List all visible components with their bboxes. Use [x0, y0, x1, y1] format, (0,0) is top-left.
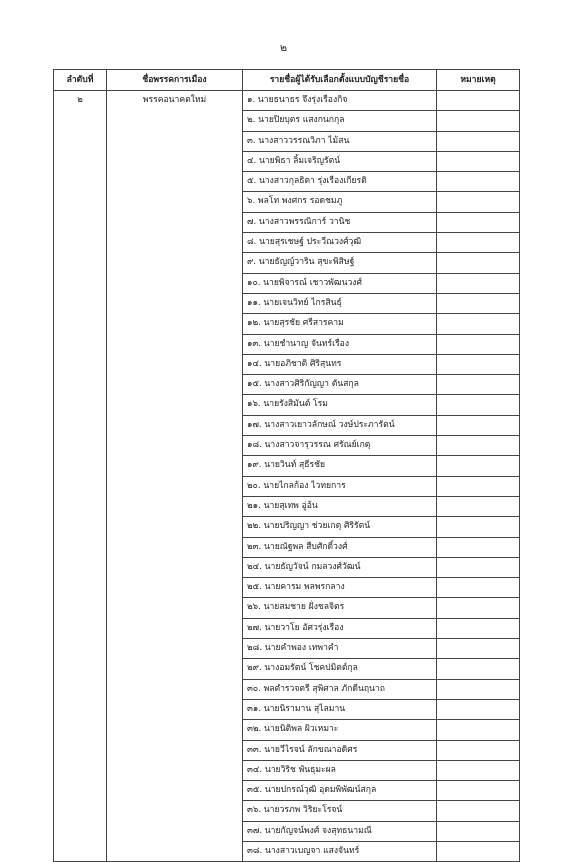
header-candidates: รายชื่อผู้ได้รับเลือกตั้งแบบบัญชีรายชื่อ	[243, 70, 437, 91]
candidate-name: ๑๖. นายรังสิมันต์ โรม	[243, 395, 437, 415]
remarks-cell	[437, 456, 520, 476]
remarks-cell	[437, 578, 520, 598]
candidate-name: ๒๒. นายปริญญา ช่วยเกตุ ศิริรัตน์	[243, 517, 437, 537]
remarks-cell	[437, 699, 520, 719]
candidate-name: ๑๒. นายสุรชัย ศรีสารคาม	[243, 314, 437, 334]
remarks-cell	[437, 91, 520, 111]
candidate-name: ๒๓. นายณัฐพล สืบศักดิ์วงศ์	[243, 537, 437, 557]
candidate-name: ๖. พลโท พงศกร รอดชมภู	[243, 192, 437, 212]
remarks-cell	[437, 172, 520, 192]
candidate-name: ๓๕. นายปกรณ์วุฒิ อุดมพิพัฒน์สกุล	[243, 781, 437, 801]
candidate-name: ๗. นางสาวพรรณิการ์ วานิช	[243, 212, 437, 232]
table-header-row	[54, 70, 520, 91]
table-body	[54, 91, 520, 862]
candidate-name: ๓๘. นางสาวเบญจา แสงจันทร์	[243, 841, 437, 861]
candidate-name: ๓๑. นายนิรามาน สุไลมาน	[243, 699, 437, 719]
remarks-cell	[437, 395, 520, 415]
candidate-name: ๓๐. พลตำรวจตรี สุพิศาล ภักดีนฤนาถ	[243, 679, 437, 699]
table-row	[54, 91, 520, 111]
remarks-cell	[437, 233, 520, 253]
remarks-cell	[437, 781, 520, 801]
candidate-name: ๑๕. นางสาวศิริกัญญา ตันสกุล	[243, 375, 437, 395]
candidate-name: ๕. นางสาวกุลธิดา รุ่งเรืองเกียรติ	[243, 172, 437, 192]
remarks-cell	[437, 496, 520, 516]
remarks-cell	[437, 273, 520, 293]
remarks-cell	[437, 415, 520, 435]
remarks-cell	[437, 314, 520, 334]
page-number: ๒	[279, 41, 288, 54]
remarks-cell	[437, 212, 520, 232]
candidate-name: ๑๑. นายเจนวิทย์ ไกรสินธุ์	[243, 293, 437, 313]
remarks-cell	[437, 253, 520, 273]
candidate-name: ๒๘. นายคำพอง เทพาคำ	[243, 639, 437, 659]
remarks-cell	[437, 111, 520, 131]
remarks-cell	[437, 557, 520, 577]
candidate-name: ๑๐. นายพิจารณ์ เชาวพัฒนวงศ์	[243, 273, 437, 293]
remarks-cell	[437, 639, 520, 659]
remarks-cell	[437, 476, 520, 496]
remarks-cell	[437, 740, 520, 760]
candidate-name: ๒๙. นางอมรัตน์ โชคปมิตต์กุล	[243, 659, 437, 679]
remarks-cell	[437, 151, 520, 171]
remarks-cell	[437, 192, 520, 212]
remarks-cell	[437, 598, 520, 618]
remarks-cell	[437, 436, 520, 456]
remarks-cell	[437, 375, 520, 395]
header-party: ชื่อพรรคการเมือง	[107, 70, 243, 91]
candidate-name: ๒๔. นายธัญวัจน์ กมลวงศ์วัฒน์	[243, 557, 437, 577]
remarks-cell	[437, 801, 520, 821]
party-list-table	[53, 69, 520, 862]
candidate-name: ๘. นายสุรเชษฐ์ ประวีณวงศ์วุฒิ	[243, 233, 437, 253]
candidate-name: ๑๘. นางสาวจารุวรรณ ศรัณย์เกตุ	[243, 436, 437, 456]
candidate-name: ๒๗. นายวาโย อัศวรุ่งเรือง	[243, 618, 437, 638]
remarks-cell	[437, 517, 520, 537]
candidate-name: ๓. นางสาววรรณวิภา ไม้สน	[243, 131, 437, 151]
remarks-cell	[437, 841, 520, 861]
candidate-name: ๒. นายปิยบุตร แสงกนกกุล	[243, 111, 437, 131]
candidate-name: ๓๒. นายนิติพล ผิวเหมาะ	[243, 720, 437, 740]
remarks-cell	[437, 334, 520, 354]
candidate-name: ๑. นายธนาธร จึงรุ่งเรืองกิจ	[243, 91, 437, 111]
remarks-cell	[437, 131, 520, 151]
candidate-name: ๑๔. นายอภิชาติ ศิริสุนทร	[243, 354, 437, 374]
remarks-cell	[437, 720, 520, 740]
remarks-cell	[437, 618, 520, 638]
remarks-cell	[437, 293, 520, 313]
candidate-name: ๒๖. นายสมชาย ฝั่งชลจิตร	[243, 598, 437, 618]
candidate-name: ๒๕. นายคารม พลพรกลาง	[243, 578, 437, 598]
candidate-name: ๔. นายพิธา ลิ้มเจริญรัตน์	[243, 151, 437, 171]
candidate-name: ๓๖. นายวรภพ วิริยะโรจน์	[243, 801, 437, 821]
remarks-cell	[437, 354, 520, 374]
party-seq: ๒	[54, 91, 107, 862]
candidate-name: ๒๐. นายไกลก้อง ไวทยการ	[243, 476, 437, 496]
header-remarks: หมายเหตุ	[437, 70, 520, 91]
candidate-name: ๑๓. นายชำนาญ จันทร์เรือง	[243, 334, 437, 354]
candidate-name: ๑๗. นางสาวเยาวลักษณ์ วงษ์ประภารัตน์	[243, 415, 437, 435]
header-seq: ลำดับที่	[54, 70, 107, 91]
party-name: พรรคอนาคตใหม่	[107, 91, 243, 862]
candidate-name: ๒๑. นายสุเทพ อู่อ้น	[243, 496, 437, 516]
remarks-cell	[437, 679, 520, 699]
remarks-cell	[437, 659, 520, 679]
remarks-cell	[437, 537, 520, 557]
remarks-cell	[437, 821, 520, 841]
candidate-name: ๓๗. นายกัญจน์พงศ์ จงสุทธนามณี	[243, 821, 437, 841]
remarks-cell	[437, 760, 520, 780]
candidate-name: ๓๔. นายวิริช พันธุมะผล	[243, 760, 437, 780]
candidate-name: ๑๙. นายวินท์ สุธีรชัย	[243, 456, 437, 476]
candidate-name: ๓๓. นายวีไรจน์ ลักขณาอดิศร	[243, 740, 437, 760]
candidate-name: ๙. นายธัญญ์วาริน สุขะพิสิษฐ์	[243, 253, 437, 273]
